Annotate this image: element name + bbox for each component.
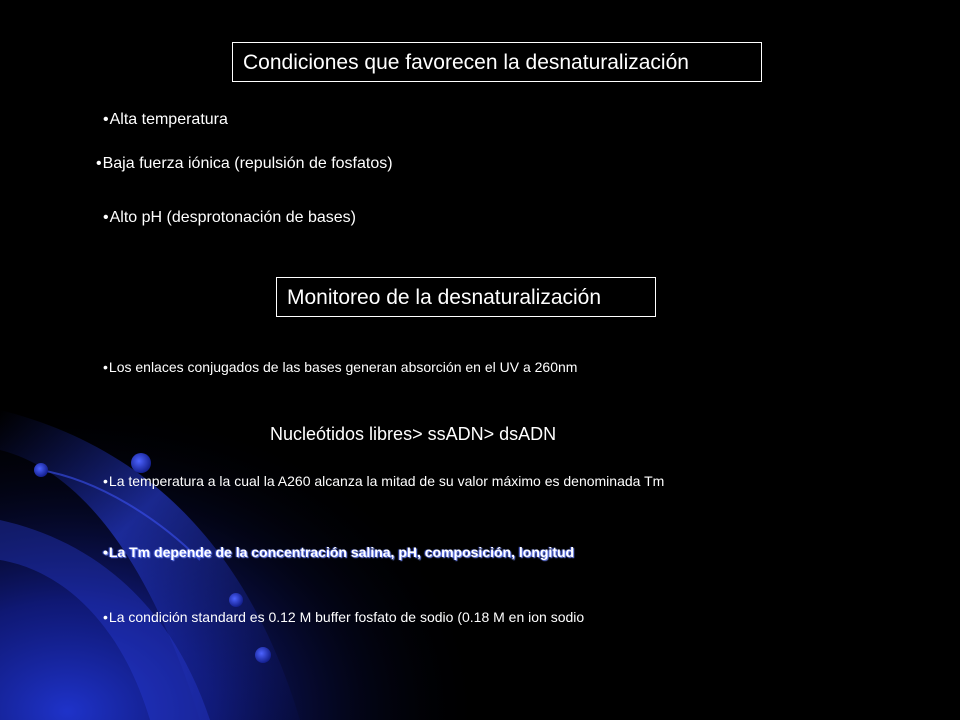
title-monitoring — [276, 277, 656, 317]
title-conditions — [232, 42, 762, 82]
standard-condition-bullet — [103, 610, 584, 624]
title-monitoring-text: Monitoreo de la desnaturalización — [287, 285, 602, 309]
tm-definition-bullet — [103, 474, 664, 488]
decor-dot — [34, 463, 48, 477]
condition-bullet — [96, 156, 393, 172]
tm-dependence-bullet — [103, 545, 574, 559]
standard-condition-text: La condición standard es 0.12 M buffer fosfato de sodio (0.18 M en ion sodio — [108, 609, 585, 625]
bullet-dot: • — [103, 609, 108, 625]
absorbance-order: Nucleótidos libres> ssADN> dsADN — [270, 424, 557, 444]
bullet-dot: • — [103, 544, 108, 560]
condition-bullet — [103, 210, 356, 226]
condition-bullet — [103, 112, 228, 128]
decor-dot — [131, 453, 151, 473]
condition-text: Baja fuerza iónica (repulsión de fosfatos) — [102, 155, 393, 172]
bullet-dot: • — [103, 473, 108, 489]
tm-definition-text: La temperatura a la cual la A260 alcanza la mitad de su valor máximo es denominada Tm — [108, 473, 665, 489]
title-conditions-text: Condiciones que favorecen la desnaturalización — [243, 50, 689, 74]
decor-dot — [229, 593, 243, 607]
decor-dot — [255, 647, 271, 663]
absorption-text: Los enlaces conjugados de las bases generan absorción en el UV a 260nm — [108, 359, 578, 375]
tm-dependence-text: La Tm depende de la concentración salina, pH, composición, longitud — [108, 544, 575, 560]
bullet-dot: • — [96, 155, 102, 172]
bullet-dot: • — [103, 209, 109, 226]
absorption-bullet — [103, 360, 577, 374]
bullet-dot: • — [103, 359, 108, 375]
bullet-dot: • — [103, 111, 109, 128]
condition-text: Alta temperatura — [109, 111, 228, 128]
condition-text: Alto pH (desprotonación de bases) — [109, 209, 356, 226]
